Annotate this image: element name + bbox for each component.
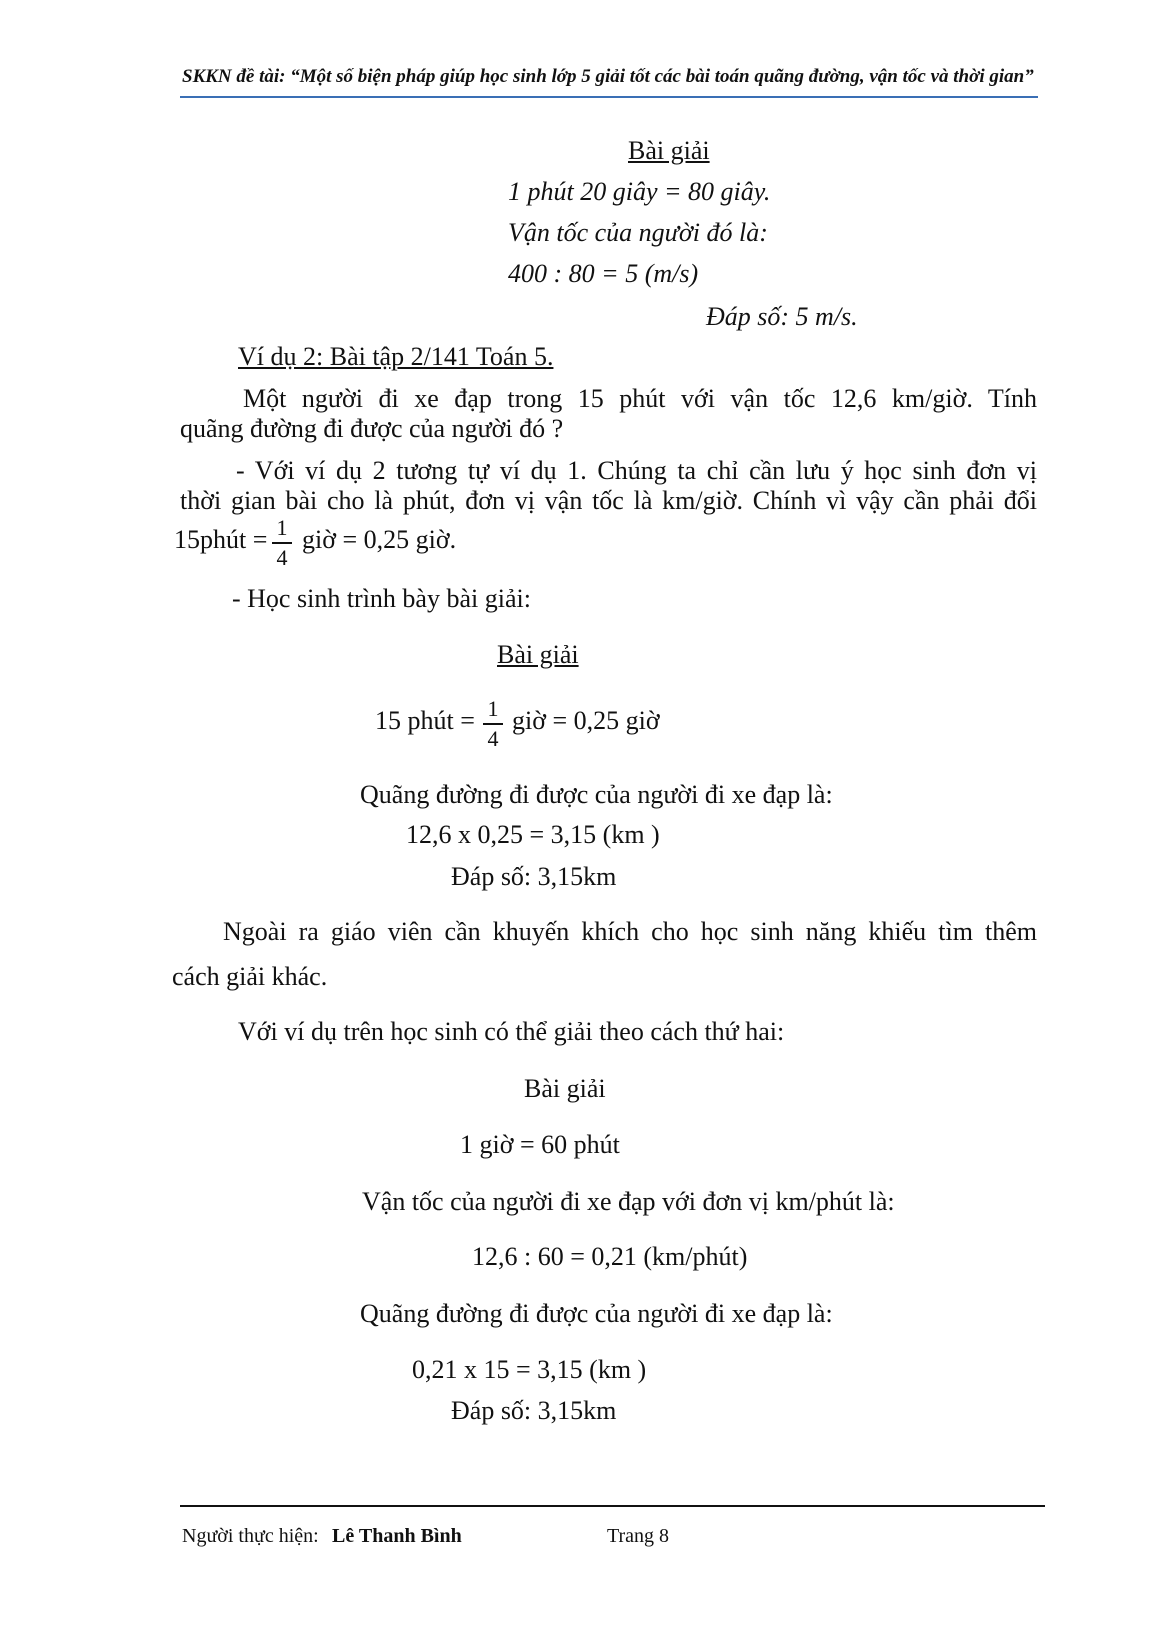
fraction-numerator: 1 [276,515,288,540]
solution2-line2: Quãng đường đi được của người đi xe đạp là: [360,780,833,809]
fraction-numerator: 1 [487,696,499,721]
solution2-line3: 12,6 x 0,25 = 3,15 (km ) [406,820,660,849]
header-rule [180,96,1038,98]
fraction-one-quarter [482,697,504,751]
solution2-heading: Bài giải [497,640,579,669]
fraction-one-quarter [271,516,293,570]
solution1-line3: 400 : 80 = 5 (m/s) [508,259,699,288]
example2-note-line1: - Với ví dụ 2 tương tự ví dụ 1. Chúng ta chỉ cần lưu ý học sinh đơn vị [236,456,1037,485]
fraction-denominator: 4 [487,725,499,751]
solution2-conversion-pre: 15 phút = [375,706,475,735]
solution3-heading: Bài giải [524,1074,606,1103]
solution3-line2: Vận tốc của người đi xe đạp với đơn vị km/phút là: [362,1187,895,1216]
solution2-answer: Đáp số: 3,15km [451,862,617,891]
solution3-line5: 0,21 x 15 = 3,15 (km ) [412,1355,647,1384]
footer-page-number: Trang 8 [607,1525,670,1547]
page-header-title: SKKN đề tài: “Một số biện pháp giúp học sinh lớp 5 giải tốt các bài toán quãng đường, vận tốc và thời gian” [182,66,1034,87]
fraction-denominator: 4 [276,544,288,570]
fraction-bar [483,723,503,725]
solution2-conversion-post: giờ = 0,25 giờ [512,706,660,735]
example2-problem-line2: quãng đường đi được của người đó ? [180,414,564,443]
method2-intro: Với ví dụ trên học sinh có thể giải theo cách thứ hai: [238,1017,785,1046]
example2-note-line3-post: giờ = 0,25 giờ. [302,525,457,554]
example2-note-line3-pre: 15phút = [174,525,268,554]
footer-rule [180,1505,1045,1507]
encourage-line2: cách giải khác. [172,962,328,991]
solution1-heading: Bài giải [628,136,710,165]
solution1-line2: Vận tốc của người đó là: [508,218,768,247]
footer-author-name: Lê Thanh Bình [332,1525,462,1547]
solution3-line4: Quãng đường đi được của người đi xe đạp là: [360,1299,833,1328]
solution3-line1: 1 giờ = 60 phút [460,1130,620,1159]
example2-note-line2: thời gian bài cho là phút, đơn vị vận tốc là km/giờ. Chính vì vậy cần phải đổi [180,486,1037,515]
example2-present: - Học sinh trình bày bài giải: [232,584,531,613]
example2-heading: Ví dụ 2: Bài tập 2/141 Toán 5. [238,342,554,371]
example2-problem-line1: Một người đi xe đạp trong 15 phút với vận tốc 12,6 km/giờ. Tính [243,384,1037,413]
footer-author-label: Người thực hiện: [182,1525,319,1547]
encourage-line1: Ngoài ra giáo viên cần khuyến khích cho học sinh năng khiếu tìm thêm [223,917,1037,946]
fraction-bar [272,542,292,544]
solution3-line3: 12,6 : 60 = 0,21 (km/phút) [472,1242,748,1271]
solution3-answer: Đáp số: 3,15km [451,1396,617,1425]
solution1-answer: Đáp số: 5 m/s. [706,302,858,331]
solution1-line1: 1 phút 20 giây = 80 giây. [508,177,771,206]
